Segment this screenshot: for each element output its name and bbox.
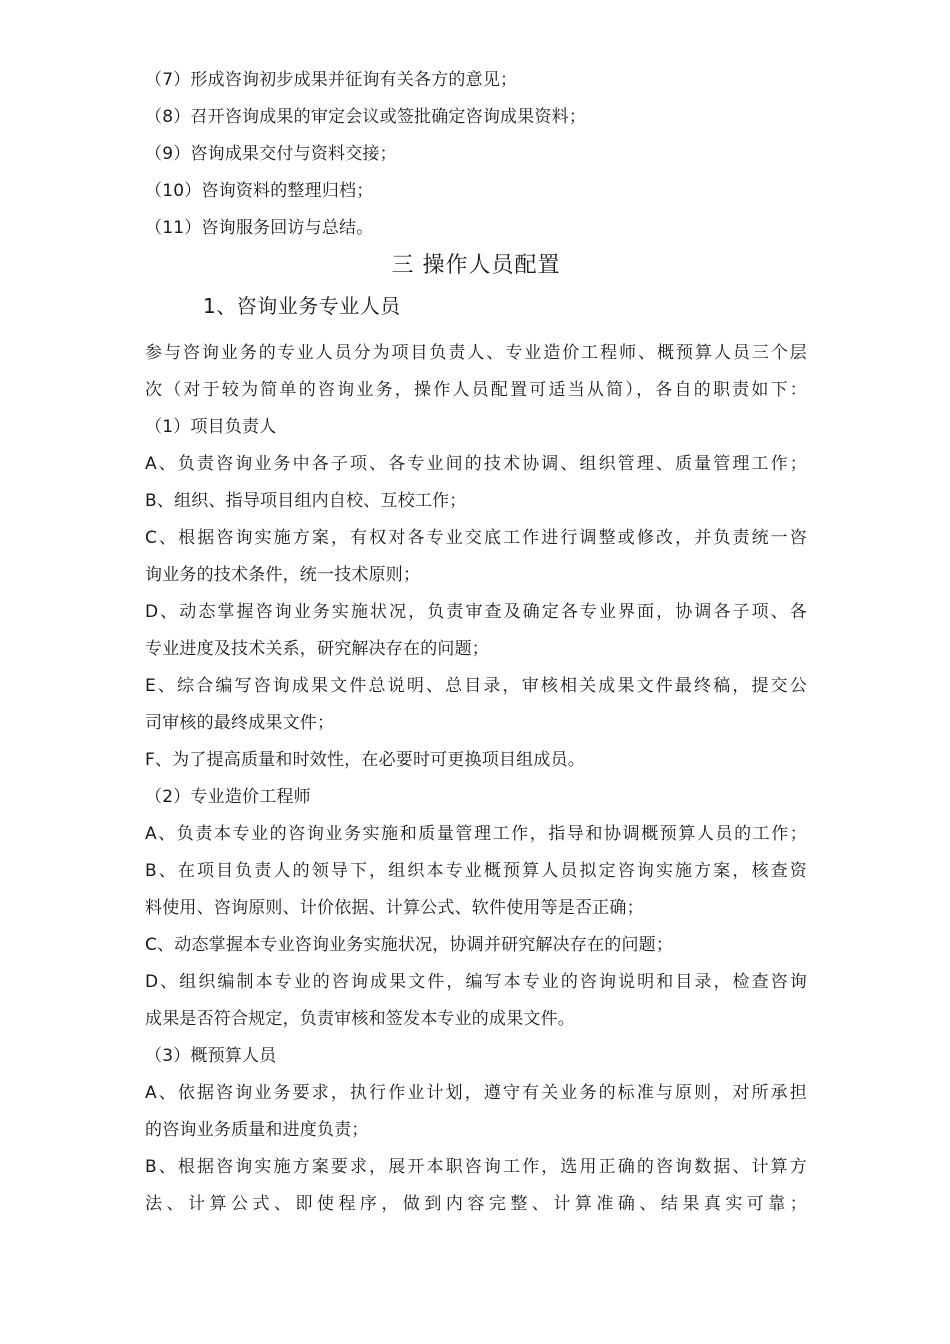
role1-title: （1）项目负责人 <box>145 417 277 437</box>
role1-line-c1: C、根据咨询实施方案，有权对各专业交底工作进行调整或修改，并负责统一咨 <box>145 528 807 548</box>
role1-line-d2: 专业进度及技术关系，研究解决存在的问题； <box>145 639 489 659</box>
intro-line-2: 次（对于较为简单的咨询业务，操作人员配置可适当从简），各自的职责如下： <box>145 380 807 400</box>
step-9: （9）咨询成果交付与资料交接； <box>145 144 397 164</box>
step-8: （8）召开咨询成果的审定会议或签批确定咨询成果资料； <box>145 107 587 127</box>
role1-line-d1: D、动态掌握咨询业务实施状况，负责审查及确定各专业界面，协调各子项、各 <box>145 602 807 622</box>
step-10: （10）咨询资料的整理归档； <box>145 181 374 201</box>
role3-line-a2: 的咨询业务质量和进度负责； <box>145 1120 369 1140</box>
role3-line-b2: 法、计算公式、即使程序，做到内容完整、计算准确、结果真实可靠； <box>145 1194 807 1214</box>
role2-line-d2: 成果是否符合规定，负责审核和签发本专业的成果文件。 <box>145 1009 575 1029</box>
role1-line-a: A、负责咨询业务中各子项、各专业间的技术协调、组织管理、质量管理工作； <box>145 454 807 474</box>
role2-line-b2: 料使用、咨询原则、计价依据、计算公式、软件使用等是否正确； <box>145 898 644 918</box>
role3-line-a1: A、依据咨询业务要求，执行作业计划，遵守有关业务的标准与原则，对所承担 <box>145 1083 807 1103</box>
role2-title: （2）专业造价工程师 <box>145 787 311 807</box>
role1-line-e2: 司审核的最终成果文件； <box>145 713 335 733</box>
role2-line-c: C、动态掌握本专业咨询业务实施状况，协调并研究解决存在的问题； <box>145 935 674 955</box>
document-page <box>145 62 807 1223</box>
section-title: 三 操作人员配置 <box>391 253 561 278</box>
role3-title: （3）概预算人员 <box>145 1046 277 1066</box>
subsection-title: 1、咨询业务专业人员 <box>203 294 401 318</box>
role1-line-e1: E、综合编写咨询成果文件总说明、总目录，审核相关成果文件最终稿，提交公 <box>145 676 807 696</box>
role2-line-d1: D、组织编制本专业的咨询成果文件，编写本专业的咨询说明和目录，检查咨询 <box>145 972 807 992</box>
step-11: （11）咨询服务回访与总结。 <box>145 218 374 238</box>
role3-line-b1: B、根据咨询实施方案要求，展开本职咨询工作，选用正确的咨询数据、计算方 <box>145 1157 807 1177</box>
role1-line-f: F、为了提高质量和时效性，在必要时可更换项目组成员。 <box>145 750 585 770</box>
role1-line-b: B、组织、指导项目组内自校、互校工作； <box>145 491 467 511</box>
role2-line-a: A、负责本专业的咨询业务实施和质量管理工作，指导和协调概预算人员的工作； <box>145 824 807 844</box>
intro-line-1: 参与咨询业务的专业人员分为项目负责人、专业造价工程师、概预算人员三个层 <box>145 343 807 363</box>
role1-line-c2: 询业务的技术条件，统一技术原则； <box>145 565 421 585</box>
step-7: （7）形成咨询初步成果并征询有关各方的意见； <box>145 70 518 90</box>
role2-line-b1: B、在项目负责人的领导下，组织本专业概预算人员拟定咨询实施方案，核查资 <box>145 861 807 881</box>
